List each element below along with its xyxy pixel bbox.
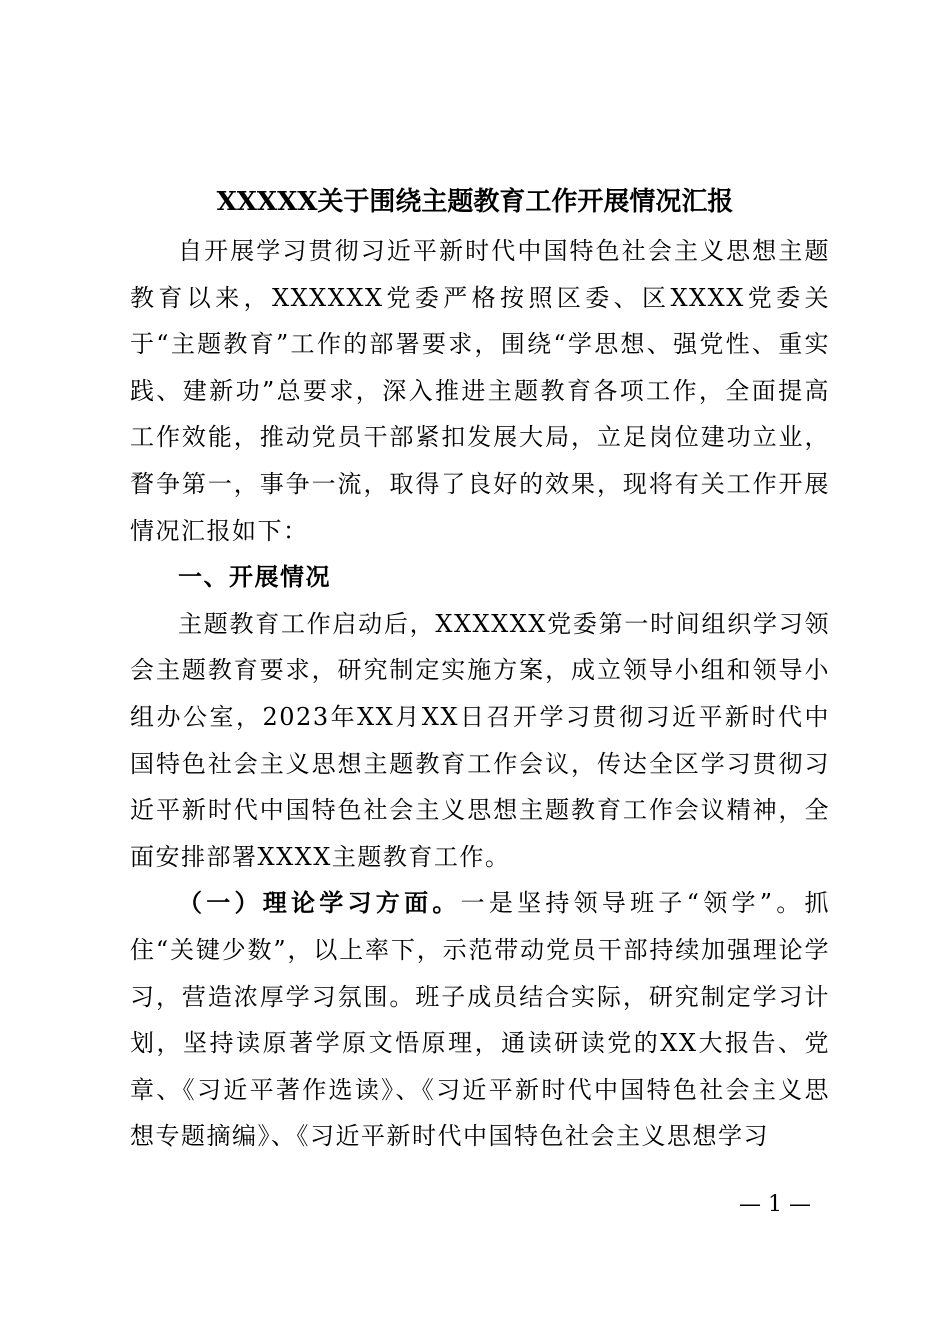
section-heading: 一、开展情况 xyxy=(178,563,331,592)
section-paragraph: 主题教育工作启动后，XXXXXX党委第一时间组织学习领会主题教育要求，研究制定实施方案，成立领导小组和领导小组办公室，2023年XX月XX日召开学习贯彻习近平新时代中国特色社会主义思想主题教育工作会议，传达全区学习贯彻习近平新时代中国特色社会主义思想主题教育工作会议精神，全面安排部署XXXX主题教育工作。 xyxy=(130,609,830,871)
intro-paragraph: 自开展学习贯彻习近平新时代中国特色社会主义思想主题教育以来，XXXXXX党委严格按照区委、区XXXX党委关于“主题教育”工作的部署要求，围绕“学思想、强党性、重实践、建新功”总要求，深入推进主题教育各项工作，全面提高工作效能，推动党员干部紧扣发展大局，立足岗位建功立业，瞀争第一，事争一流，取得了良好的效果，现将有关工作开展情况汇报如下： xyxy=(130,237,830,545)
document-title: XXXXX关于围绕主题教育工作开展情况汇报 xyxy=(216,187,734,217)
subsection-text: 一是坚持领导班子“领学”。抓住“关键少数”，以上率下，示范带动党员干部持续加强理论学习，营造浓厚学习氛围。班子成员结合实际，研究制定学习计划，坚持读原著学原文悟原理，通读研读党的XX大报告、党章、《习近平著作选读》、《习近平新时代中国特色社会主义思想专题摘编》、《习近平新时代中国特色社会主义思想学习 xyxy=(130,889,830,1151)
subsection-heading: （一）理论学习方面。 xyxy=(178,889,461,918)
document-body xyxy=(130,228,830,1160)
subsection-paragraph xyxy=(130,880,830,1160)
page-number: — 1 — xyxy=(739,1192,811,1217)
